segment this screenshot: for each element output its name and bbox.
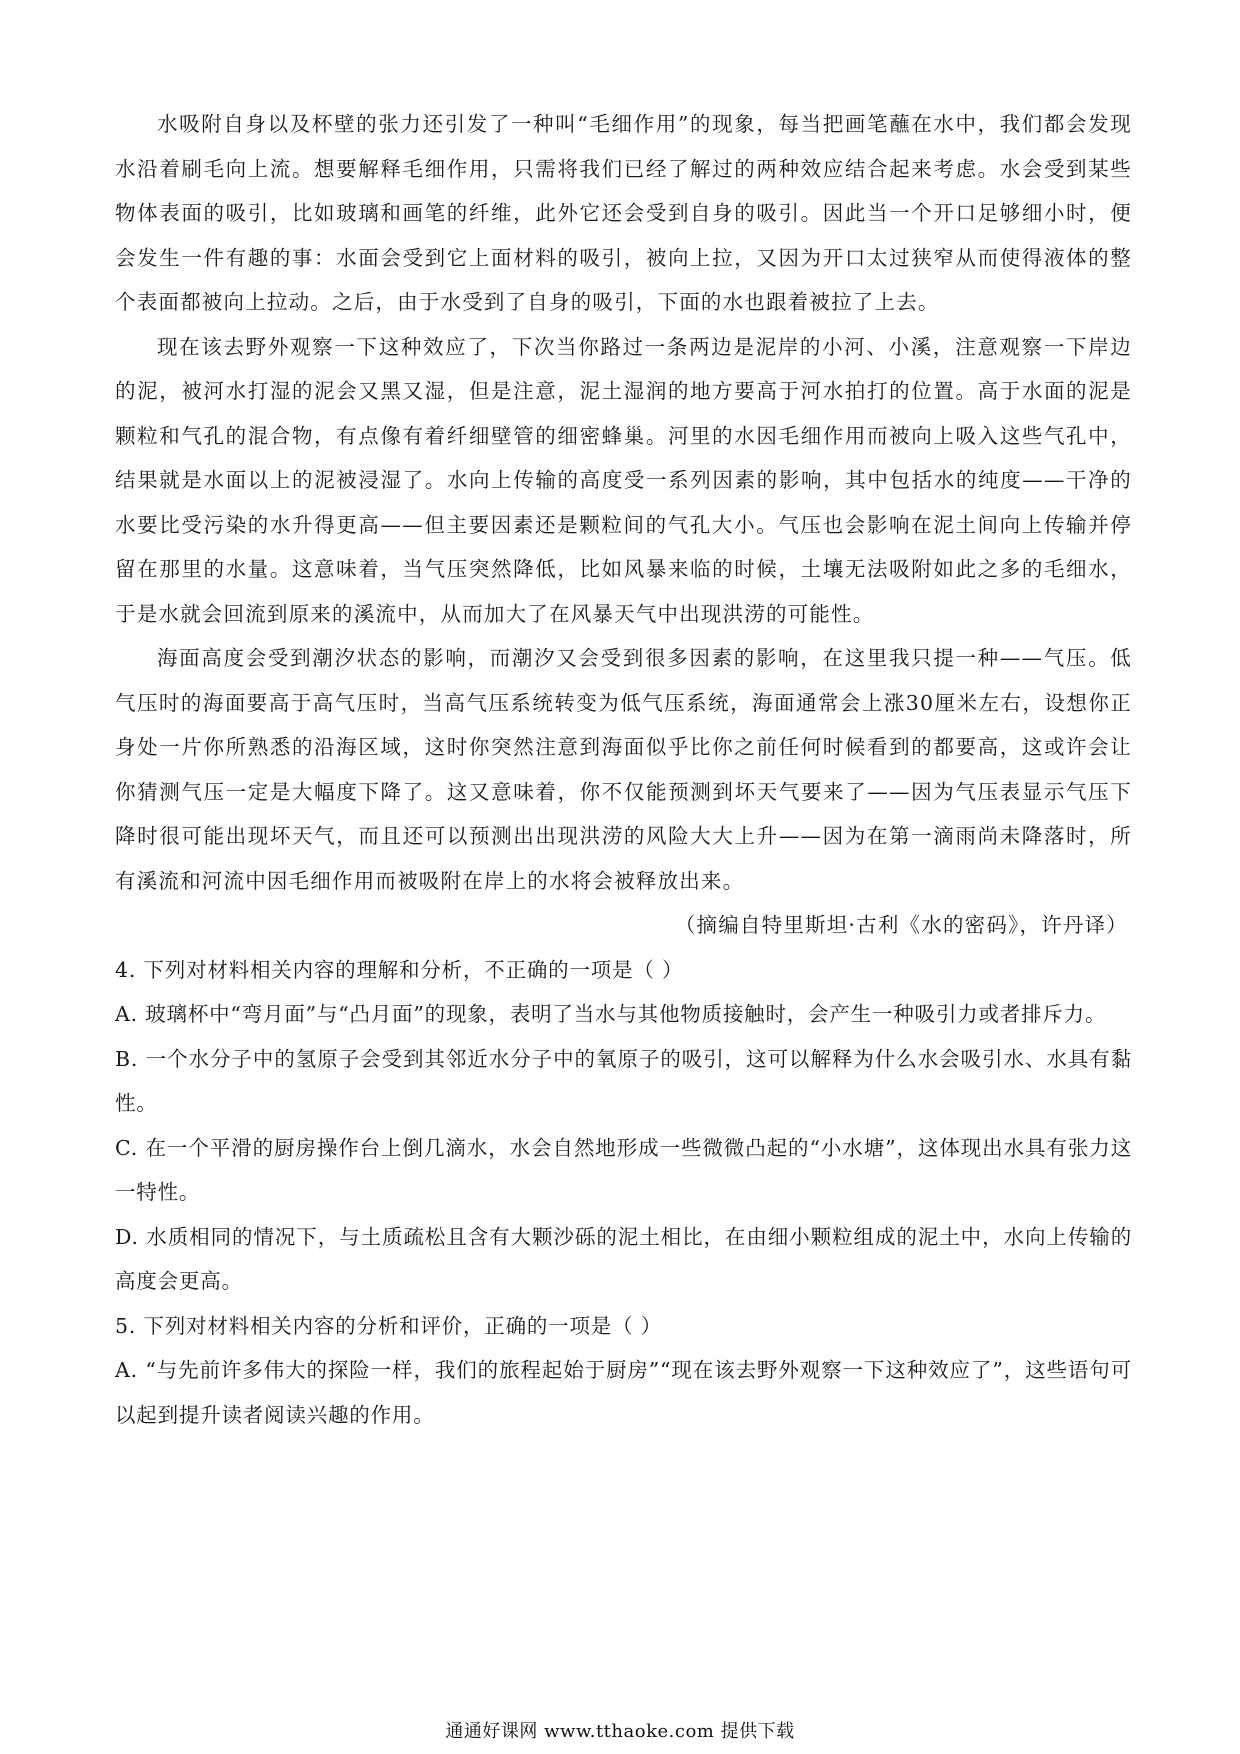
document-page [115,102,1132,1437]
question-5-option-a: A. “与先前许多伟大的探险一样，我们的旅程起始于厨房”“现在该去野外观察一下这种效应了”，这些语句可以起到提升读者阅读兴趣的作用。 [115,1358,1132,1427]
passage-paragraph: 海面高度会受到潮汐状态的影响，而潮汐又会受到很多因素的影响，在这里我只提一种——气压。低气压时的海面要高于高气压时，当高气压系统转变为低气压系统，海面通常会上涨30厘米左右，设想你正身处一片你所熟悉的沿海区域，这时你突然注意到海面似乎比你之前任何时候看到的都要高，这或许会让你猜测气压一定是大幅度下降了。这又意味着，你不仅能预测到坏天气要来了——因为气压表显示气压下降时很可能出现坏天气，而且还可以预测出出现洪涝的风险大大上升——因为在第一滴雨尚未降落时，所有溪流和河流中因毛细作用而被吸附在岸上的水将会被释放出来。 [115,646,1132,893]
question-4-option-b: B. 一个水分子中的氢原子会受到其邻近水分子中的氧原子的吸引，这可以解释为什么水会吸引水、水具有黏性。 [115,1046,1132,1115]
question-4-option-c: C. 在一个平滑的厨房操作台上倒几滴水，水会自然地形成一些微微凸起的“小水塘”，这体现出水具有张力这一特性。 [115,1135,1132,1204]
page-footer: 通通好课网 www.tthaoke.com 提供下载 [445,1721,795,1742]
question-4-option-a: A. 玻璃杯中“弯月面”与“凸月面”的现象，表明了当水与其他物质接触时，会产生一种吸引力或者排斥力。 [115,1002,1107,1026]
passage-paragraph: 水吸附自身以及杯壁的张力还引发了一种叫“毛细作用”的现象，每当把画笔蘸在水中，我们都会发现水沿着刷毛向上流。想要解释毛细作用，只需将我们已经了解过的两种效应结合起来考虑。水会受到某些物体表面的吸引，比如玻璃和画笔的纤维，此外它还会受到自身的吸引。因此当一个开口足够细小时，便会发生一件有趣的事：水面会受到它上面材料的吸引，被向上拉，又因为开口太过狭窄从而使得液体的整个表面都被向上拉动。之后，由于水受到了自身的吸引，下面的水也跟着被拉了上去。 [115,112,1132,314]
question-4-stem: 4. 下列对材料相关内容的理解和分析，不正确的一项是（ ） [115,957,684,982]
question-5-stem: 5. 下列对材料相关内容的分析和评价，正确的一项是（ ） [115,1313,662,1338]
passage-paragraph: 现在该去野外观察一下这种效应了，下次当你路过一条两边是泥岸的小河、小溪，注意观察一下岸边的泥，被河水打湿的泥会又黑又湿，但是注意，泥土湿润的地方要高于河水拍打的位置。高于水面的泥是颗粒和气孔的混合物，有点像有着纤细壁管的细密蜂巢。河里的水因毛细作用而被向上吸入这些气孔中，结果就是水面以上的泥被浸湿了。水向上传输的高度受一系列因素的影响，其中包括水的纯度——干净的水要比受污染的水升得更高——但主要因素还是颗粒间的气孔大小。气压也会影响在泥土间向上传输并停留在那里的水量。这意味着，当气压突然降低，比如风暴来临的时候，土壤无法吸附如此之多的毛细水，于是水就会回流到原来的溪流中，从而加大了在风暴天气中出现洪涝的可能性。 [115,334,1132,626]
question-4-option-d: D. 水质相同的情况下，与土质疏松且含有大颗沙砾的泥土相比，在由细小颗粒组成的泥土中，水向上传输的高度会更高。 [115,1224,1132,1293]
passage-source: （摘编自特里斯坦·古利《水的密码》，许丹译） [674,913,1128,937]
